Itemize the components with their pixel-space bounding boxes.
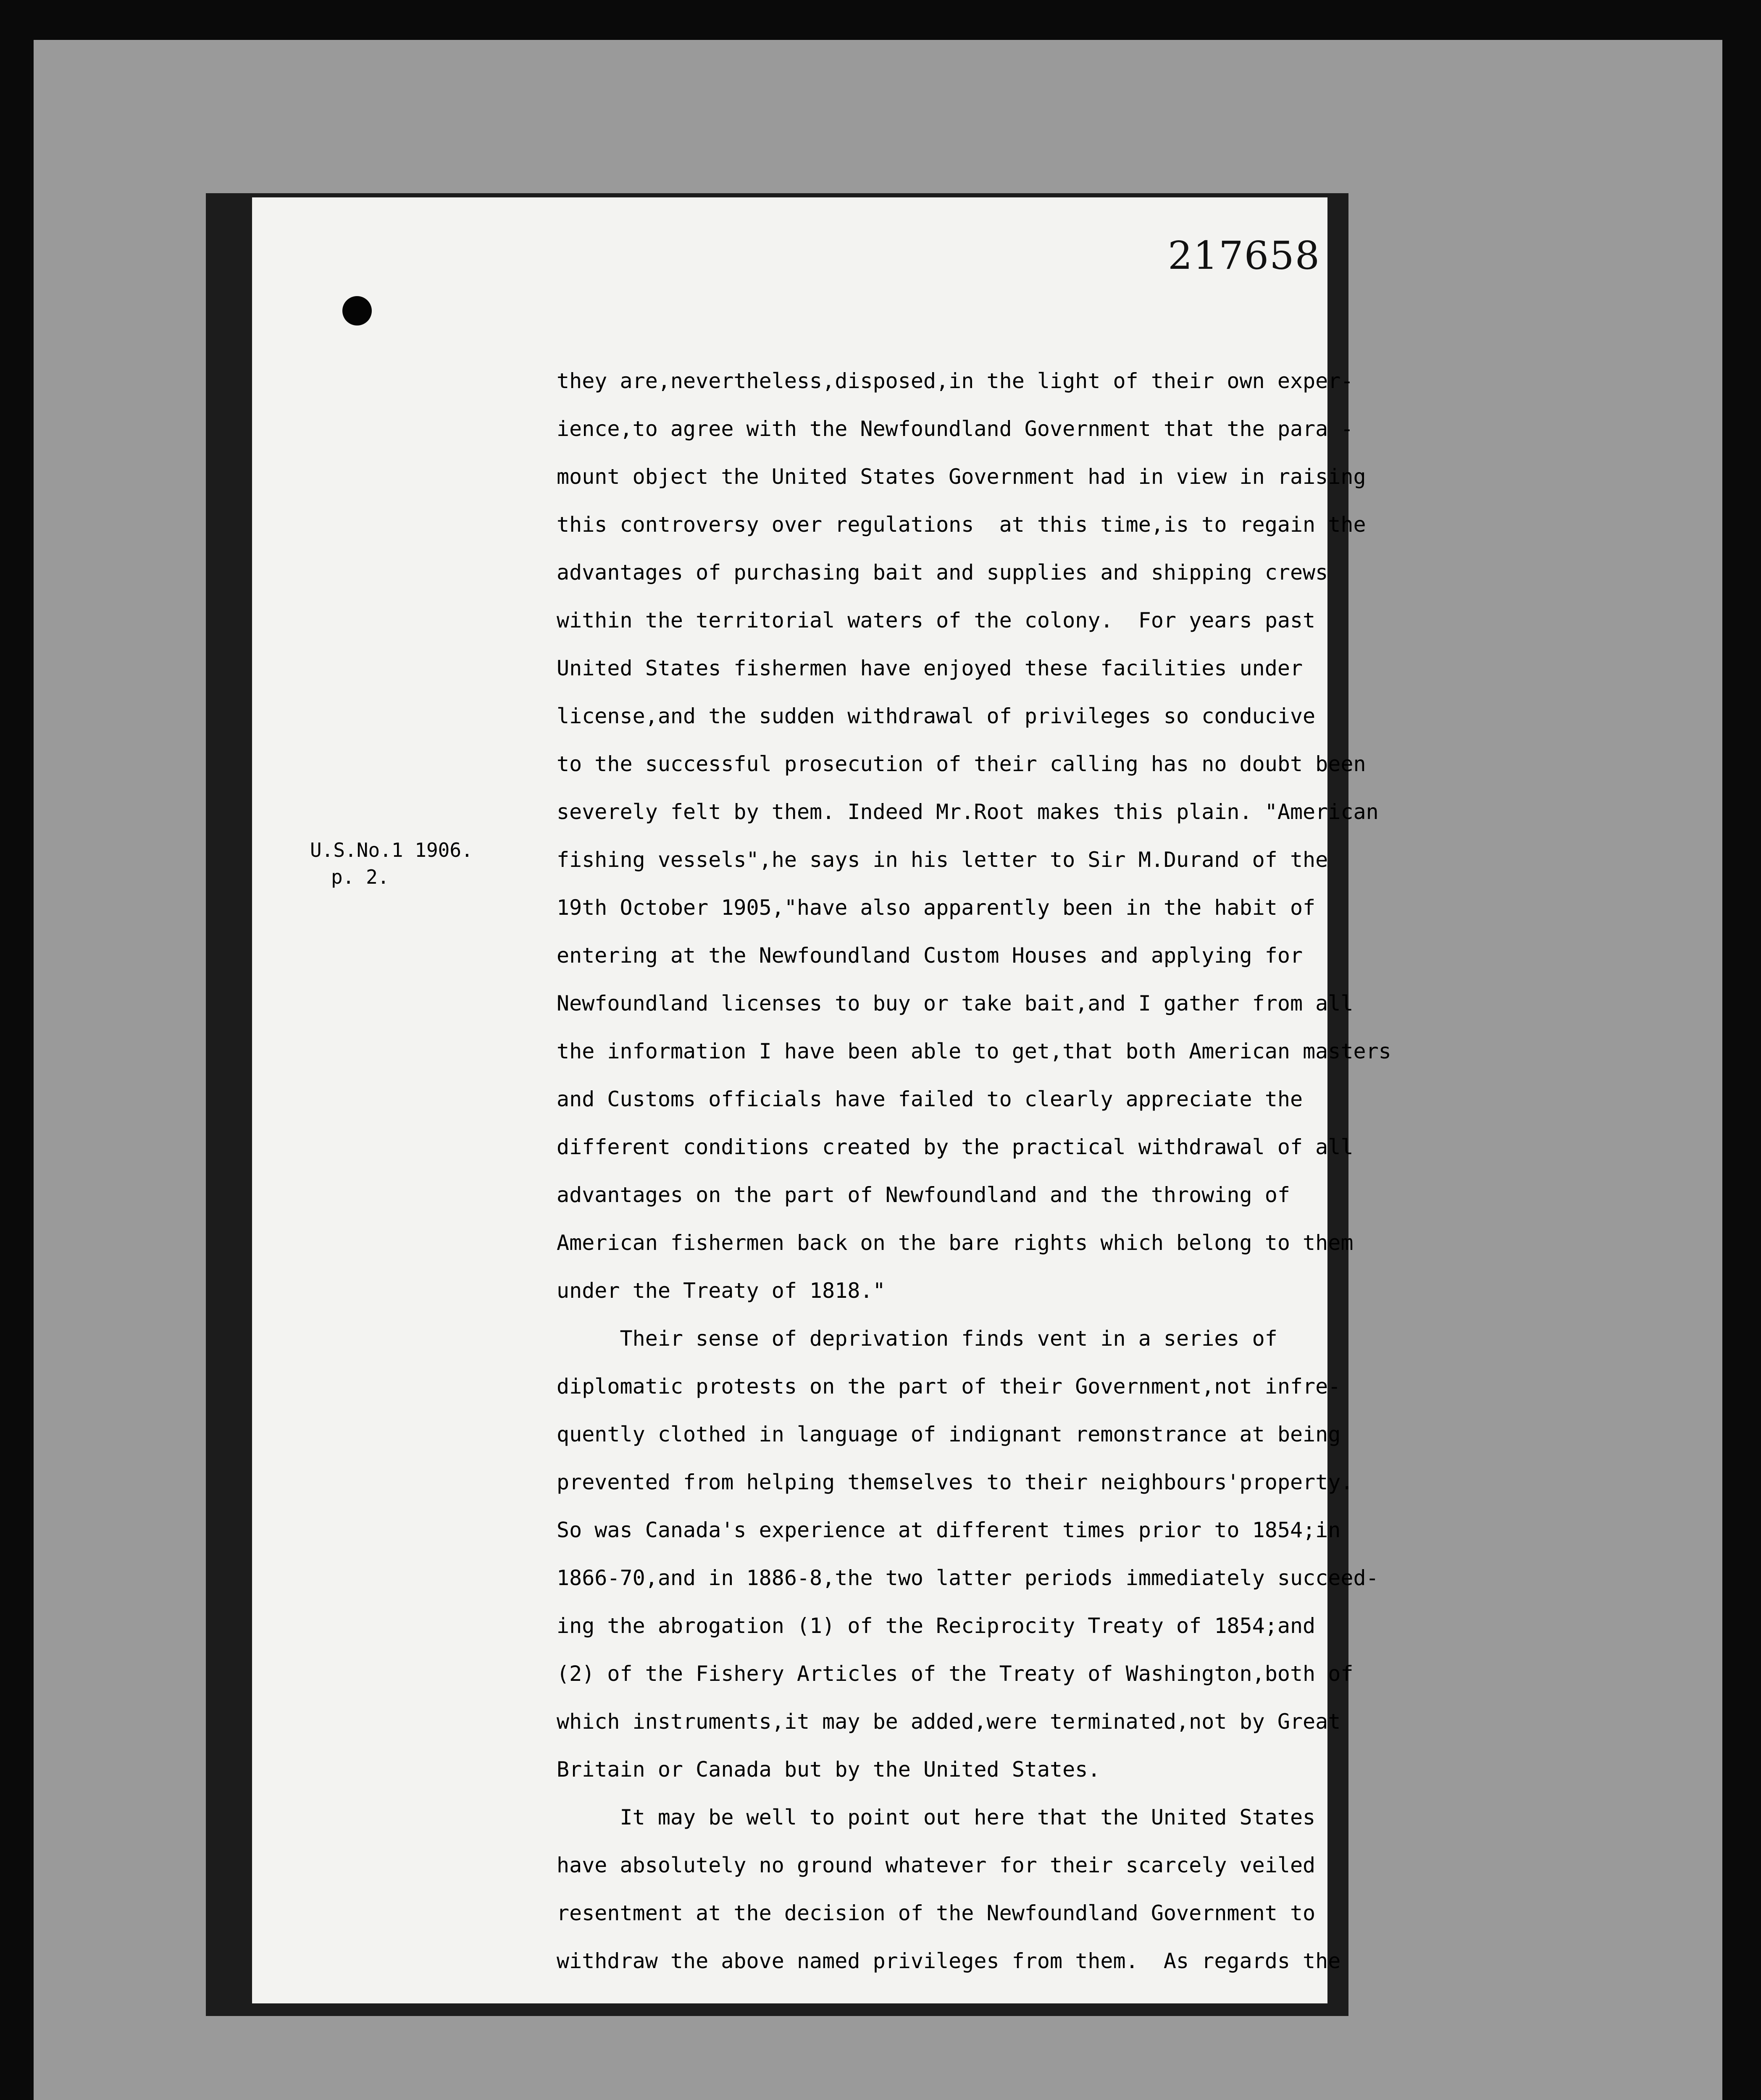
text-line: and Customs officials have failed to clearly appreciate the (557, 1087, 1303, 1111)
text-line: this controversy over regulations at this time,is to regain the (557, 512, 1366, 537)
text-line: American fishermen back on the bare rights which belong to them (557, 1231, 1354, 1255)
text-line: (2) of the Fishery Articles of the Treaty of Washington,both of (557, 1662, 1354, 1686)
margin-note-line: p. 2. (331, 866, 389, 888)
text-line: advantages of purchasing bait and supplies and shipping crews (557, 560, 1328, 585)
text-line: license,and the sudden withdrawal of privileges so conducive (557, 704, 1316, 728)
text-line: the information I have been able to get,that both American masters (557, 1039, 1391, 1063)
text-line: diplomatic protests on the part of their Government,not infre- (557, 1374, 1341, 1399)
text-line: within the territorial waters of the colony. For years past (557, 608, 1316, 633)
text-line: ing the abrogation (1) of the Reciprocity Treaty of 1854;and (557, 1614, 1316, 1638)
text-line: Their sense of deprivation finds vent in a series of (557, 1326, 1277, 1351)
text-line: 19th October 1905,"have also apparently been in the habit of (557, 895, 1316, 920)
text-line: to the successful prosecution of their calling has no doubt been (557, 752, 1366, 776)
text-line: under the Treaty of 1818." (557, 1278, 886, 1303)
text-line: 1866-70,and in 1886-8,the two latter periods immediately succeed- (557, 1566, 1379, 1590)
body-text (557, 364, 1391, 1992)
text-line: quently clothed in language of indignant remonstrance at being (557, 1422, 1341, 1446)
text-line: ience,to agree with the Newfoundland Government that the para - (557, 417, 1354, 441)
text-line: prevented from helping themselves to their neighbours'property. (557, 1470, 1354, 1494)
text-line: severely felt by them. Indeed Mr.Root makes this plain. "American (557, 800, 1379, 824)
text-line: fishing vessels",he says in his letter to Sir M.Durand of the (557, 848, 1328, 872)
page-number: 217658 (1168, 233, 1321, 278)
text-line: which instruments,it may be added,were terminated,not by Great (557, 1709, 1341, 1734)
text-line: So was Canada's experience at different times prior to 1854;in (557, 1518, 1341, 1542)
text-line: have absolutely no ground whatever for their scarcely veiled (557, 1853, 1316, 1877)
text-line: United States fishermen have enjoyed these facilities under (557, 656, 1303, 680)
text-line: mount object the United States Government had in view in raising (557, 465, 1366, 489)
text-line: advantages on the part of Newfoundland and the throwing of (557, 1183, 1290, 1207)
margin-note (310, 837, 473, 890)
text-line: Britain or Canada but by the United States. (557, 1757, 1101, 1782)
text-line: resentment at the decision of the Newfoundland Government to (557, 1901, 1316, 1925)
text-line: different conditions created by the practical withdrawal of all (557, 1135, 1354, 1159)
text-line: Newfoundland licenses to buy or take bait,and I gather from all (557, 991, 1354, 1016)
text-line: they are,nevertheless,disposed,in the light of their own exper- (557, 369, 1354, 393)
punch-hole (342, 296, 372, 326)
text-line: entering at the Newfoundland Custom Houses and applying for (557, 943, 1303, 968)
margin-note-line: U.S.No.1 1906. (310, 839, 473, 861)
text-line: It may be well to point out here that the United States (557, 1805, 1316, 1830)
text-line: withdraw the above named privileges from them. As regards the (557, 1949, 1341, 1973)
